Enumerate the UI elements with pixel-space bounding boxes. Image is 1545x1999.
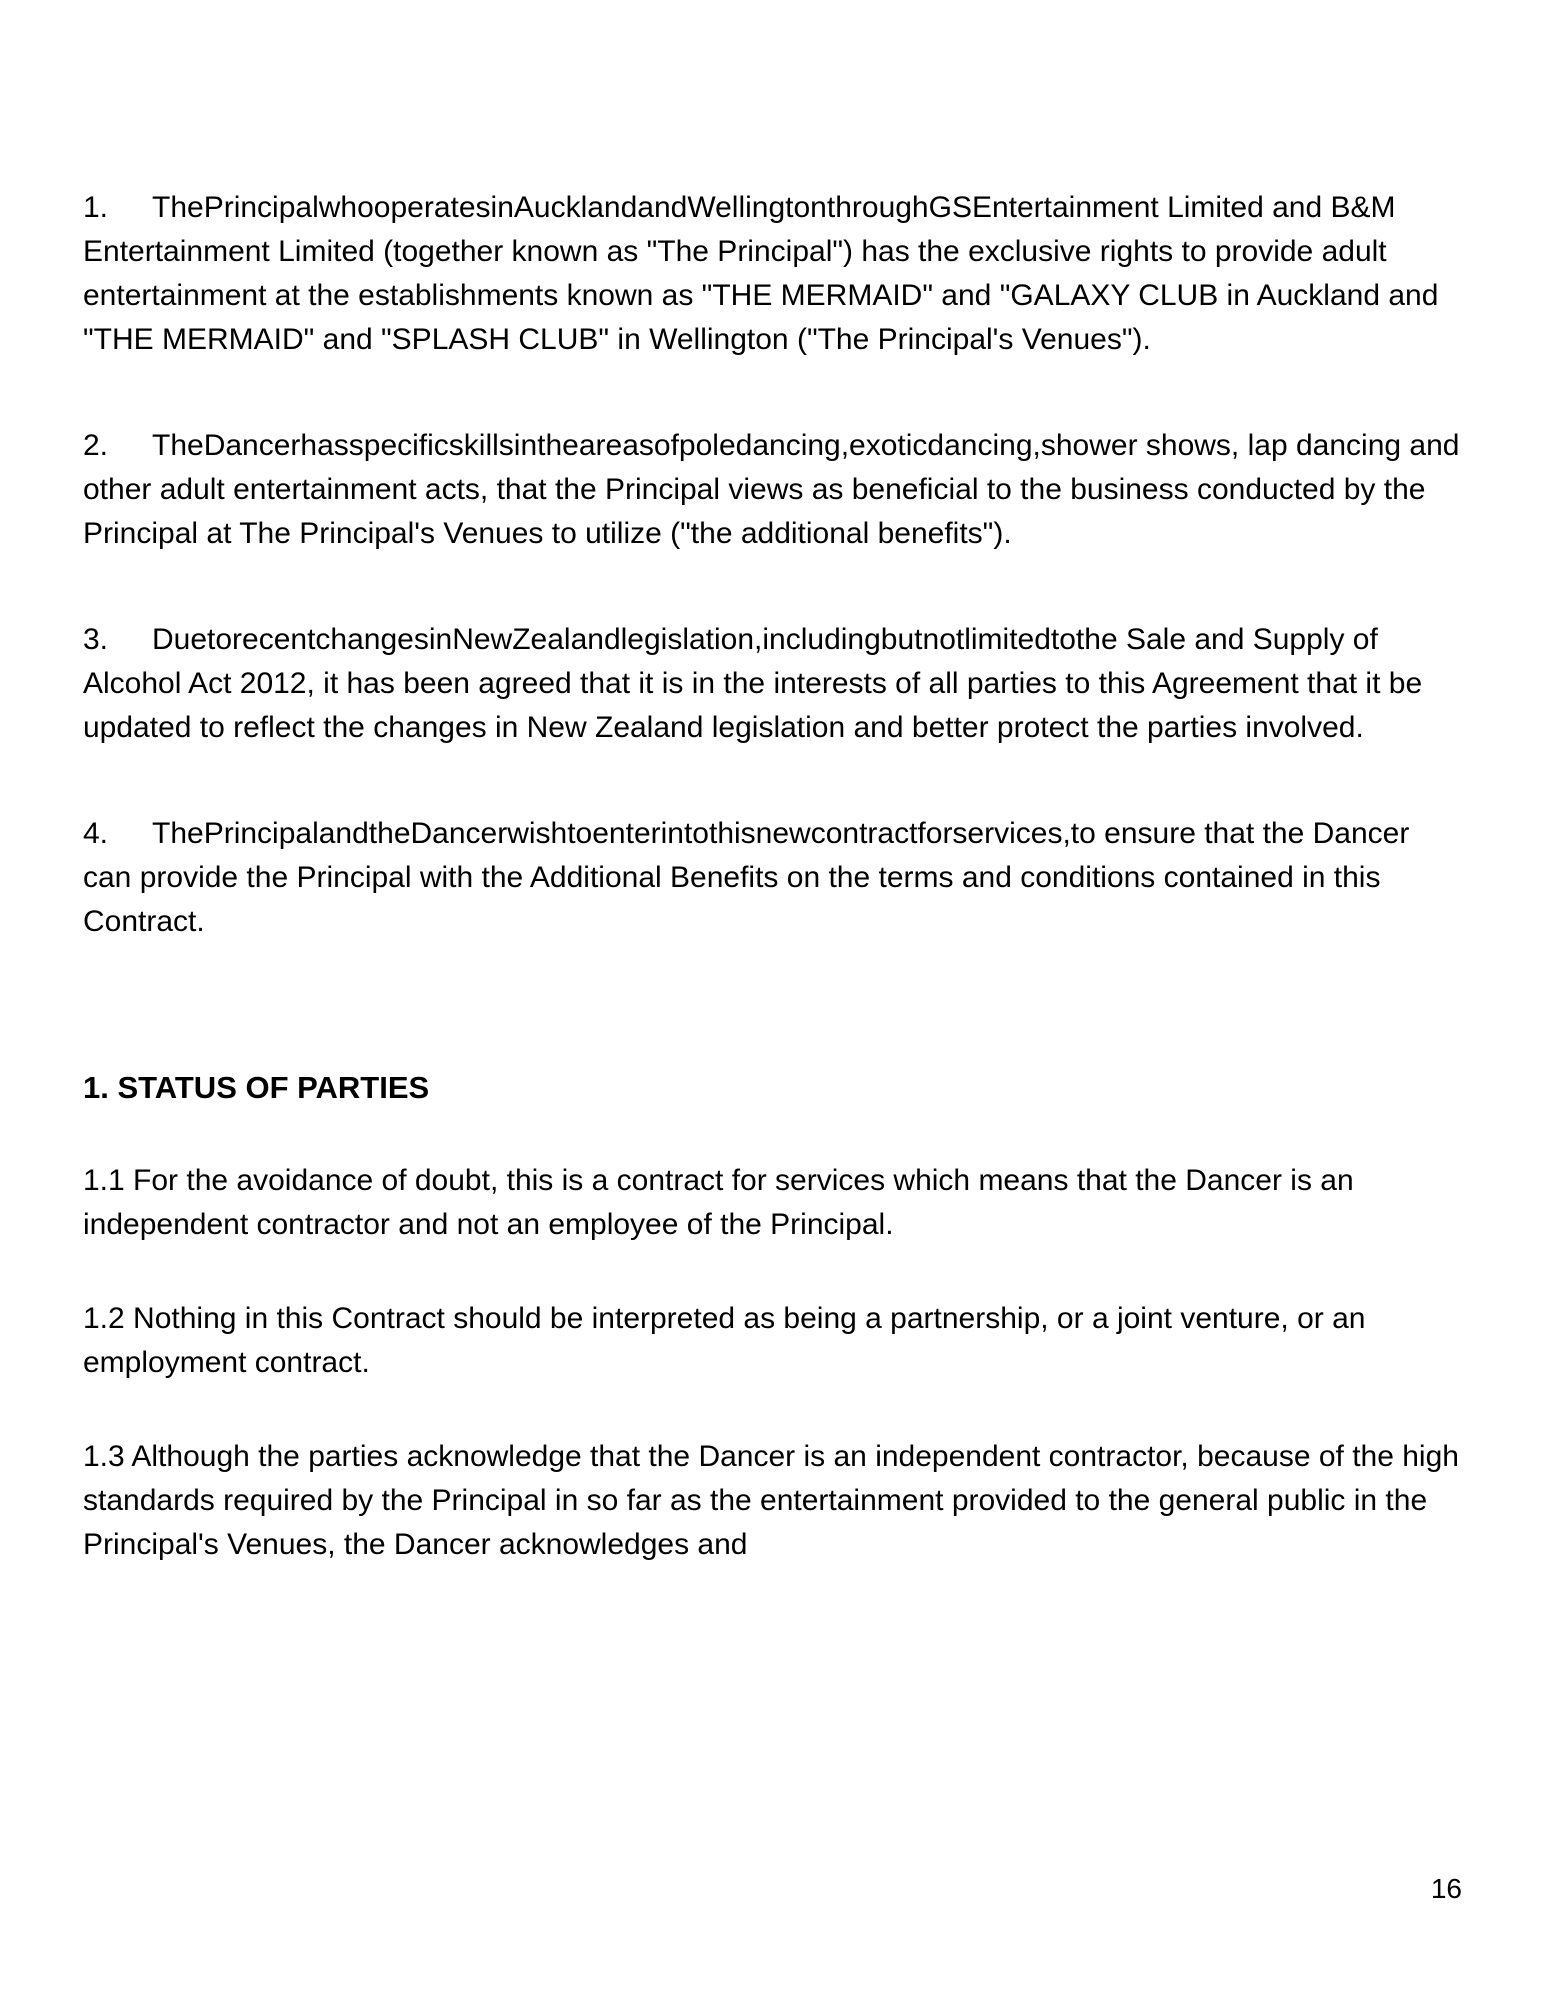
section-paragraph-1-2: 1.2 Nothing in this Contract should be interpreted as being a partnership, or a joint venture, or an employment contract.: [83, 1302, 1366, 1379]
intro-paragraph-4: [83, 812, 1462, 944]
section-paragraph-1-3: 1.3 Although the parties acknowledge that the Dancer is an independent contractor, because of the high standards required by the Principal in so far as the entertainment provided to the general public in the Principal's Venues, the Dancer acknowledges and: [83, 1440, 1459, 1561]
intro-paragraph-1: [83, 186, 1462, 362]
section-heading: 1. STATUS OF PARTIES: [83, 1070, 430, 1105]
intro-paragraph-2: [83, 424, 1462, 556]
paragraph-number: 4.: [83, 817, 109, 850]
paragraph-text: ThePrincipalwhooperatesinAucklandandWellingtonthroughGSEntertainment Limited and B&M Entertainment Limited (together known as "The Principal") has the exclusive rights to provide adult entertainment at the establishments known as "THE MERMAID" and "GALAXY CLUB in Auckland and "THE MERMAID" and "SPLASH CLUB" in Wellington ("The Principal's Venues").: [83, 191, 1439, 356]
paragraph-text: ThePrincipalandtheDancerwishtoenterintothisnewcontractforservices,to ensure that the Dancer can provide the Principal with the Additional Benefits on the terms and conditions contained in this Contract.: [83, 817, 1410, 938]
page-number: 16: [1430, 1873, 1462, 1904]
paragraph-number: 2.: [83, 429, 109, 462]
paragraph-number: 1.: [83, 191, 109, 224]
intro-paragraph-3: [83, 618, 1462, 750]
paragraph-text: DuetorecentchangesinNewZealandlegislation,includingbutnotlimitedtothe Sale and Supply of Alcohol Act 2012, it has been agreed that it is in the interests of all parties to this Agreement that it be updated to reflect the changes in New Zealand legislation and better protect the parties involved.: [83, 623, 1423, 744]
paragraph-text: TheDancerhasspecificskillsintheareasofpoledancing,exoticdancing,shower shows, lap dancing and other adult entertainment acts, that the Principal views as beneficial to the business conducted by the Principal at The Principal's Venues to utilize ("the additional benefits").: [83, 429, 1460, 550]
section-paragraph-1-1: 1.1 For the avoidance of doubt, this is a contract for services which means that the Dancer is an independent contractor and not an employee of the Principal.: [83, 1164, 1354, 1241]
paragraph-number: 3.: [83, 623, 109, 656]
